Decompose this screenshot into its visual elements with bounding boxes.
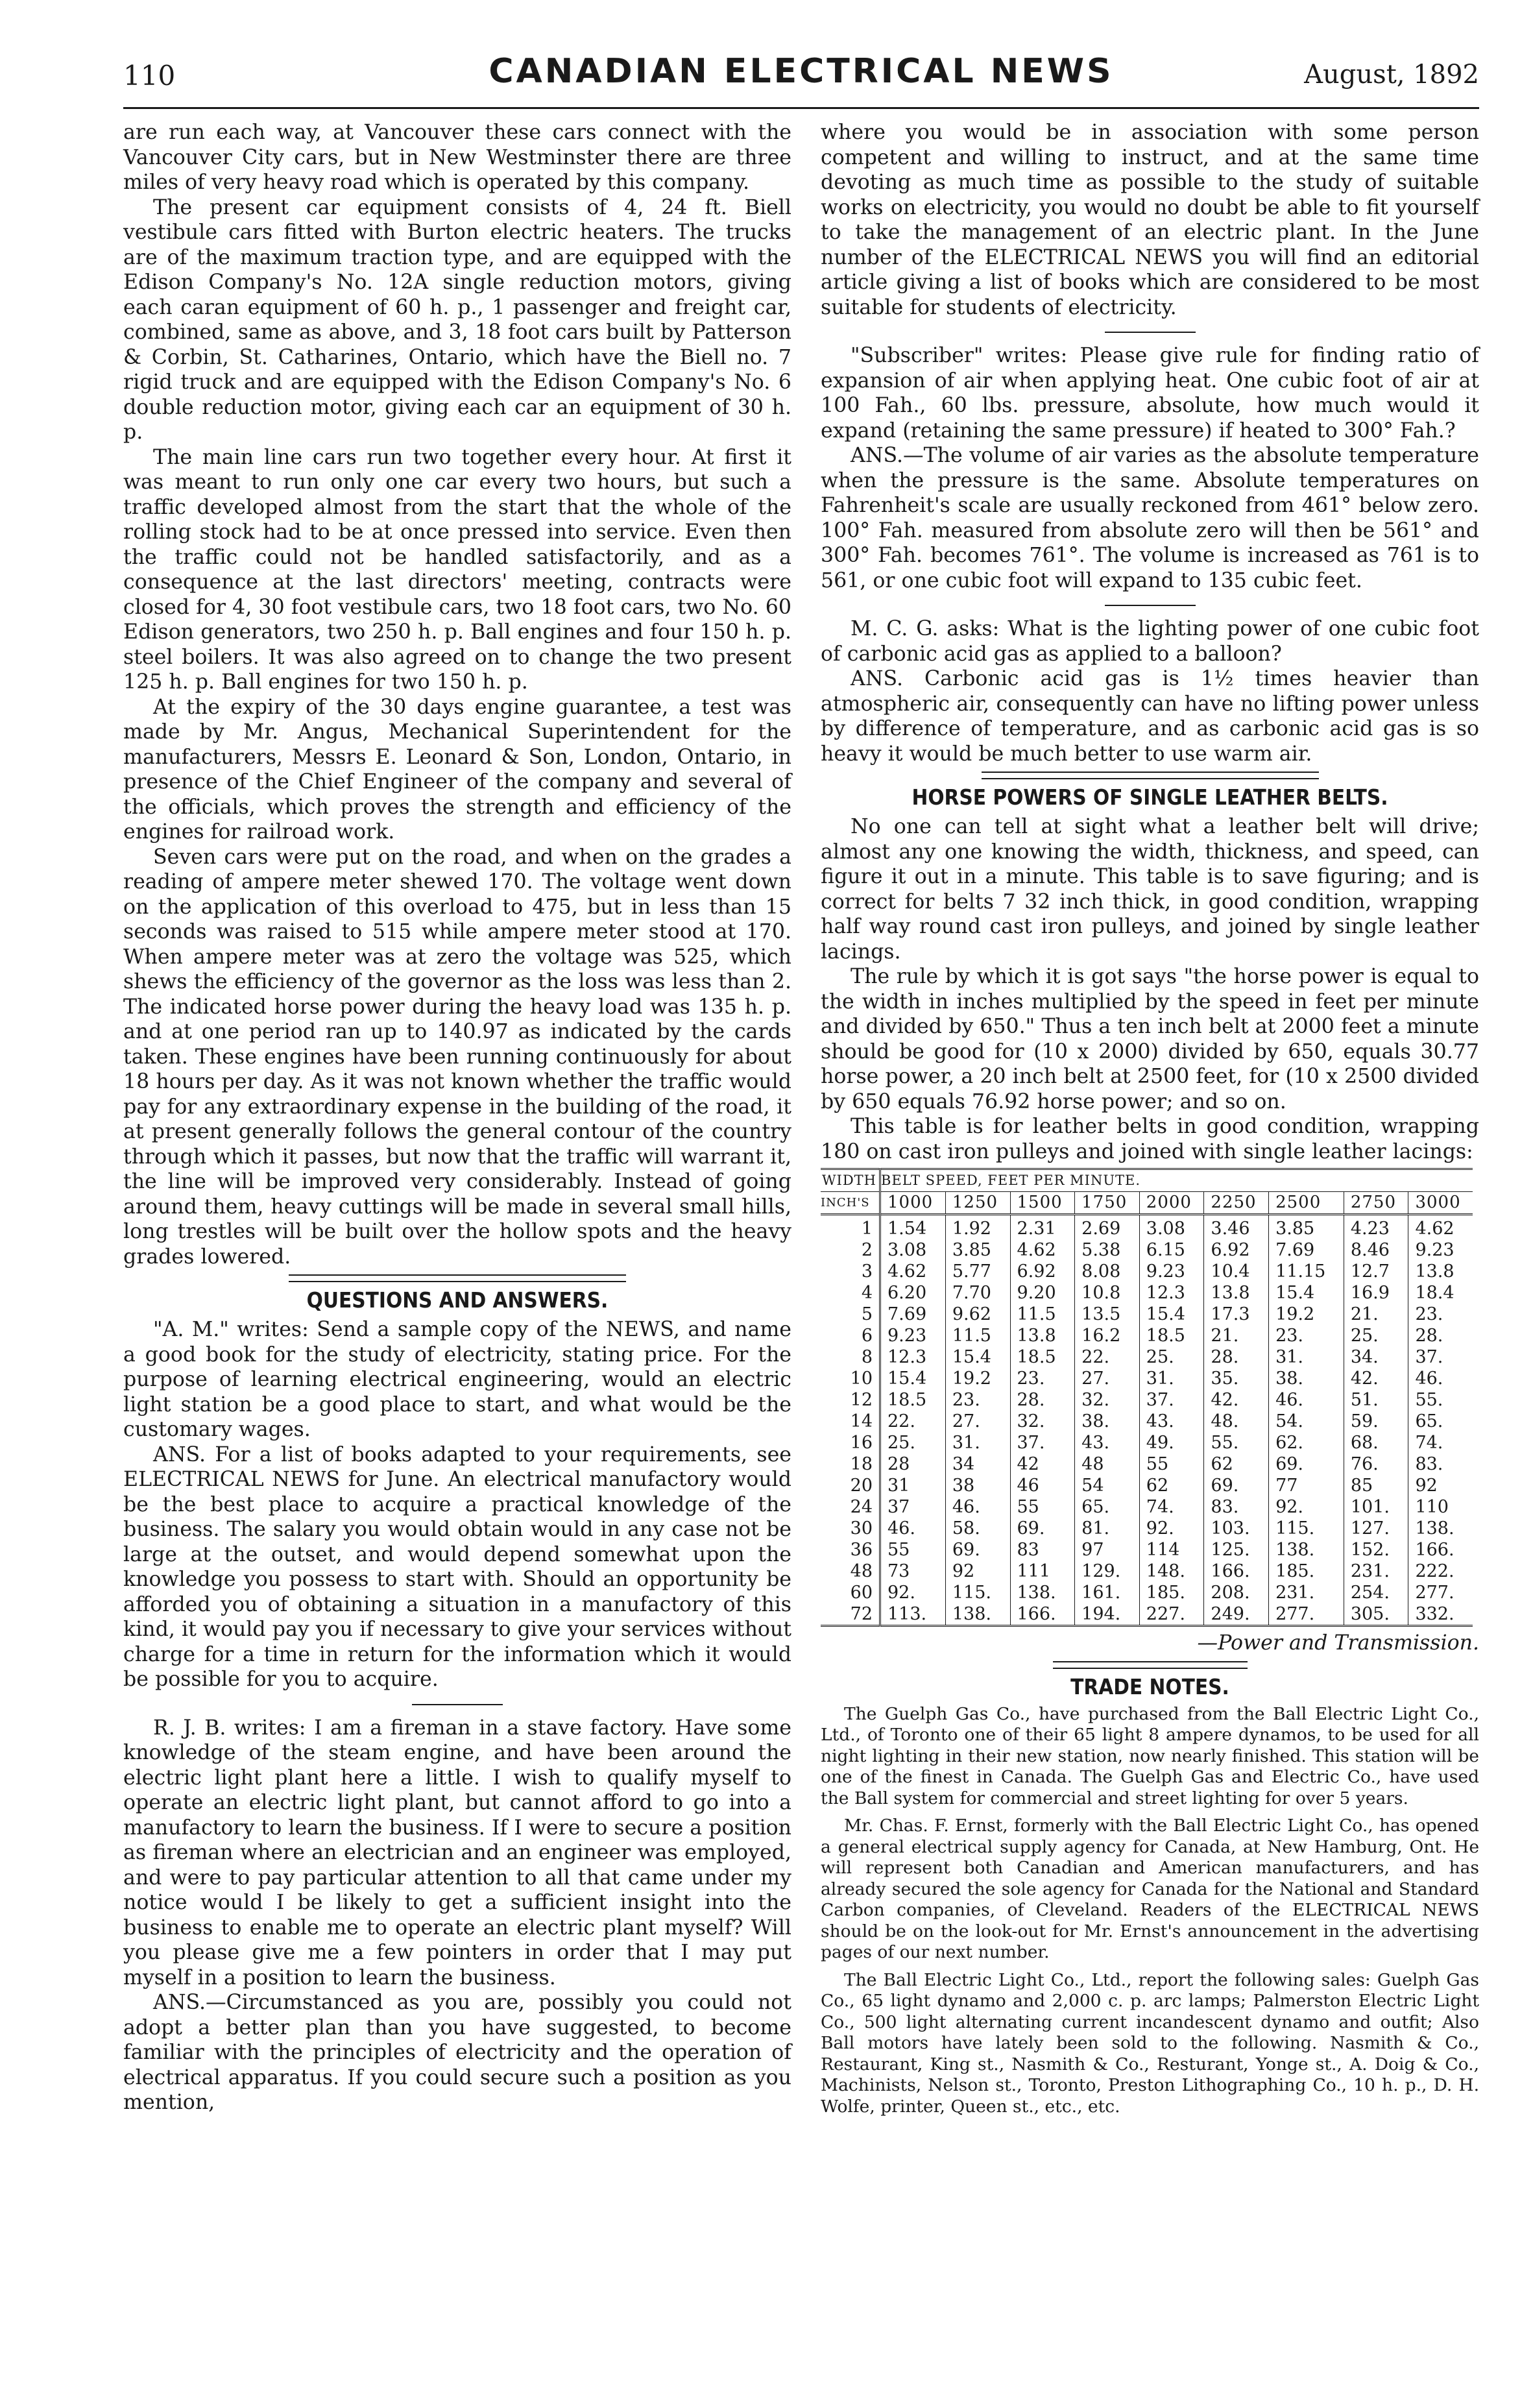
horsepower-cell: 9.23 xyxy=(880,1325,946,1346)
table-row xyxy=(821,1496,1473,1518)
paragraph: are run each way, at Vancouver these cars connect with the Vancouver City cars, but in New Westminster there are three miles of very heavy road which is operated by this company. xyxy=(123,121,791,194)
section-heading-trade: TRADE NOTES. xyxy=(1070,1673,1229,1699)
horsepower-cell: 194. xyxy=(1075,1603,1140,1626)
horsepower-cell: 7.69 xyxy=(880,1304,946,1325)
horsepower-cell: 38. xyxy=(1269,1368,1344,1389)
width-unit-header: INCH'S xyxy=(821,1192,880,1215)
table-row xyxy=(821,1389,1473,1411)
page-number: 110 xyxy=(123,60,176,91)
horsepower-cell: 222. xyxy=(1408,1561,1473,1582)
horsepower-cell: 28. xyxy=(1204,1346,1269,1368)
table-row xyxy=(821,1603,1473,1626)
table-row xyxy=(821,1475,1473,1496)
horsepower-cell: 23. xyxy=(945,1389,1010,1411)
horsepower-cell: 114 xyxy=(1139,1539,1204,1561)
width-cell: 24 xyxy=(821,1496,880,1518)
horsepower-cell: 25. xyxy=(1139,1346,1204,1368)
horsepower-cell: 152. xyxy=(1344,1539,1408,1561)
horsepower-cell: 6.20 xyxy=(880,1282,946,1304)
horsepower-cell: 4.62 xyxy=(1408,1215,1473,1240)
horsepower-cell: 166. xyxy=(1010,1603,1075,1626)
horsepower-cell: 13.5 xyxy=(1075,1304,1140,1325)
divider xyxy=(412,1704,503,1705)
horsepower-cell: 38. xyxy=(1075,1411,1140,1432)
horsepower-cell: 4.23 xyxy=(1344,1215,1408,1240)
left-column xyxy=(123,120,791,2115)
horsepower-cell: 1.92 xyxy=(945,1215,1010,1240)
width-cell: 10 xyxy=(821,1368,880,1389)
horsepower-cell: 55 xyxy=(880,1539,946,1561)
horsepower-cell: 7.69 xyxy=(1269,1239,1344,1261)
horsepower-cell: 18.5 xyxy=(1010,1346,1075,1368)
horsepower-cell: 58. xyxy=(945,1518,1010,1539)
section-rule xyxy=(1053,1661,1248,1669)
horsepower-cell: 129. xyxy=(1075,1561,1140,1582)
table-row xyxy=(821,1411,1473,1432)
paragraph: The rule by which it is got says "the horse power is equal to the width in inches multiplied by the speed in feet per minute and divided by 650." Thus a ten inch belt at 2000 feet a minute should be good for (10 x 2000) divided by 650, equals 30.77 horse power, a 20 inch belt at 2500 feet, for (10 x 2500 divided by 650 equals 76.92 horse power; and so on. xyxy=(821,965,1479,1113)
horsepower-cell: 115. xyxy=(945,1582,1010,1603)
horsepower-cell: 31. xyxy=(945,1432,1010,1453)
horsepower-cell: 37. xyxy=(1010,1432,1075,1453)
horsepower-cell: 6.15 xyxy=(1139,1239,1204,1261)
paragraph: Seven cars were put on the road, and when on the grades a reading of ampere meter shewed 170. The voltage went down on the application of this overload to 475, but in less than 15 seconds was raised to 515 while ampere meter stood at 170. When ampere meter was at zero the voltage was 525, which shews the efficiency of the governor as the loss was less than 2. The indicated horse power during the heavy load was 135 h. p. and at one period ran up to 140.97 as indicated by the cards taken. These engines have been running continuously for about 18 hours per day. As it was not known whether the traffic would pay for any extraordinary expense in the building of the road, it at present generally follows the general contour of the country through which it passes, but now that the traffic will warrant it, the line will be improved very considerably. Instead of going around them, heavy cuttings will be made in several small hills, long trestles will be built over the hollow spots and the heavy grades lowered. xyxy=(123,845,791,1269)
width-cell: 16 xyxy=(821,1432,880,1453)
horsepower-cell: 4.62 xyxy=(1010,1239,1075,1261)
horsepower-cell: 277. xyxy=(1269,1603,1344,1626)
horsepower-cell: 35. xyxy=(1204,1368,1269,1389)
horsepower-cell: 15.4 xyxy=(1139,1304,1204,1325)
horsepower-cell: 76. xyxy=(1344,1453,1408,1475)
width-cell: 6 xyxy=(821,1325,880,1346)
horsepower-cell: 185. xyxy=(1139,1582,1204,1603)
speed-column-header: 2250 xyxy=(1204,1192,1269,1215)
horsepower-cell: 277. xyxy=(1408,1582,1473,1603)
horsepower-cell: 2.31 xyxy=(1010,1215,1075,1240)
horsepower-cell: 69. xyxy=(1010,1518,1075,1539)
horsepower-cell: 23. xyxy=(1010,1368,1075,1389)
horsepower-cell: 46. xyxy=(880,1518,946,1539)
table-row xyxy=(821,1453,1473,1475)
answer: ANS.—The volume of air varies as the absolute temperature when the pressure is the same. Absolute temperatures on Fahrenheit's scale are usually reckoned from 461° below zero. 100° Fah. measured from absolute zero will then be 561° and 300° Fah. becomes 761°. The volume is increased as 761 is to 561, or one cubic foot will expand to 135 cubic feet. xyxy=(821,444,1479,592)
horsepower-cell: 9.23 xyxy=(1408,1239,1473,1261)
horsepower-cell: 113. xyxy=(880,1603,946,1626)
speed-column-header: 1750 xyxy=(1075,1192,1140,1215)
section-heading-questions: QUESTIONS AND ANSWERS. xyxy=(306,1287,609,1313)
paragraph: No one can tell at sight what a leather belt will drive; almost any one knowing the width, thickness, and speed, can figure it out in a minute. This table is to save figuring; and is correct for belts 7 32 inch thick, in good condition, wrapping half way round cast iron pulleys, and joined by single leather lacings. xyxy=(821,815,1479,964)
answer: ANS. For a list of books adapted to your requirements, see ELECTRICAL NEWS for June. An electrical manufactory would be the best place to acquire a practical knowledge of the business. The salary you would obtain would in any case not be large at the outset, and would depend somewhat upon the knowledge you possess to start with. Should an opportunity be afforded you of obtaining a situation in a manufactory of this kind, it would pay you if necessary to give your services without charge for a time in return for the information which it would be possible for you to acquire. xyxy=(123,1442,791,1691)
horsepower-cell: 3.46 xyxy=(1204,1215,1269,1240)
width-cell: 18 xyxy=(821,1453,880,1475)
horsepower-cell: 16.2 xyxy=(1075,1325,1140,1346)
divider xyxy=(1105,605,1196,606)
question: "A. M." writes: Send a sample copy of the NEWS, and name a good book for the study of electricity, stating price. For the purpose of learning electrical engineering, would an electric light station be a good place to start, and what would be the customary wages. xyxy=(123,1318,791,1441)
horsepower-cell: 19.2 xyxy=(945,1368,1010,1389)
horsepower-cell: 27. xyxy=(1075,1368,1140,1389)
horsepower-cell: 3.85 xyxy=(945,1239,1010,1261)
table-row xyxy=(821,1325,1473,1346)
horsepower-cell: 18.5 xyxy=(1139,1325,1204,1346)
horsepower-cell: 16.9 xyxy=(1344,1282,1408,1304)
horsepower-cell: 38 xyxy=(945,1475,1010,1496)
horsepower-cell: 115. xyxy=(1269,1518,1344,1539)
page-header xyxy=(123,52,1479,104)
horsepower-cell: 2.69 xyxy=(1075,1215,1140,1240)
horsepower-cell: 92 xyxy=(945,1561,1010,1582)
horsepower-cell: 46. xyxy=(1269,1389,1344,1411)
horsepower-cell: 231. xyxy=(1344,1561,1408,1582)
horsepower-cell: 5.77 xyxy=(945,1261,1010,1282)
horsepower-cell: 332. xyxy=(1408,1603,1473,1626)
header-rule xyxy=(123,107,1479,109)
horsepower-cell: 249. xyxy=(1204,1603,1269,1626)
horsepower-cell: 138. xyxy=(1269,1539,1344,1561)
horsepower-cell: 42. xyxy=(1204,1389,1269,1411)
horsepower-cell: 55 xyxy=(1139,1453,1204,1475)
speed-column-header: 1500 xyxy=(1010,1192,1075,1215)
horsepower-cell: 31. xyxy=(1269,1346,1344,1368)
horsepower-cell: 31 xyxy=(880,1475,946,1496)
horsepower-cell: 9.20 xyxy=(1010,1282,1075,1304)
horsepower-cell: 42 xyxy=(1010,1453,1075,1475)
width-cell: 30 xyxy=(821,1518,880,1539)
horsepower-cell: 32. xyxy=(1075,1389,1140,1411)
table-row xyxy=(821,1582,1473,1603)
width-cell: 60 xyxy=(821,1582,880,1603)
horsepower-cell: 25. xyxy=(1344,1325,1408,1346)
horsepower-cell: 111 xyxy=(1010,1561,1075,1582)
width-cell: 3 xyxy=(821,1261,880,1282)
horsepower-cell: 92. xyxy=(1269,1496,1344,1518)
horsepower-cell: 18.5 xyxy=(880,1389,946,1411)
horsepower-cell: 83. xyxy=(1204,1496,1269,1518)
horsepower-cell: 10.4 xyxy=(1204,1261,1269,1282)
horsepower-cell: 69. xyxy=(1269,1453,1344,1475)
horsepower-cell: 7.70 xyxy=(945,1282,1010,1304)
width-cell: 36 xyxy=(821,1539,880,1561)
horsepower-cell: 101. xyxy=(1344,1496,1408,1518)
horsepower-cell: 11.5 xyxy=(1010,1304,1075,1325)
horsepower-cell: 21. xyxy=(1204,1325,1269,1346)
horsepower-cell: 185. xyxy=(1269,1561,1344,1582)
horsepower-cell: 127. xyxy=(1344,1518,1408,1539)
horsepower-cell: 54. xyxy=(1269,1411,1344,1432)
horsepower-cell: 92 xyxy=(1408,1475,1473,1496)
speed-column-header: 3000 xyxy=(1408,1192,1473,1215)
horsepower-cell: 46 xyxy=(1010,1475,1075,1496)
horsepower-cell: 25. xyxy=(880,1432,946,1453)
answer: ANS. Carbonic acid gas is 1½ times heavier than atmospheric air, consequently can have no lifting power unless by difference of temperature, and as carbonic acid gas is so heavy it would be much better to use warm air. xyxy=(821,667,1479,766)
width-cell: 20 xyxy=(821,1475,880,1496)
table-row xyxy=(821,1239,1473,1261)
horsepower-cell: 81. xyxy=(1075,1518,1140,1539)
question: M. C. G. asks: What is the lighting power of one cubic foot of carbonic acid gas as applied to a balloon? xyxy=(821,617,1479,666)
horsepower-cell: 11.15 xyxy=(1269,1261,1344,1282)
horsepower-cell: 85 xyxy=(1344,1475,1408,1496)
table-credit: —Power and Transmission. xyxy=(1197,1631,1479,1655)
horsepower-cell: 15.4 xyxy=(945,1346,1010,1368)
section-rule xyxy=(982,772,1319,779)
horsepower-cell: 166. xyxy=(1408,1539,1473,1561)
paragraph: The main line cars run two together every hour. At first it was meant to run only one car every two hours, but such a traffic developed almost from the start that the whole of the rolling stock had to be at once pressed into service. Even then the traffic could not be handled satisfactorily, and as a consequence at the last directors' meeting, contracts were closed for 4, 30 foot vestibule cars, two 18 foot cars, two No. 60 Edison generators, two 250 h. p. Ball engines and four 150 h. p. steel boilers. It was also agreed on to change the two present 125 h. p. Ball engines for two 150 h. p. xyxy=(123,445,791,694)
belt-horsepower-table xyxy=(821,1168,1473,1627)
question: R. J. B. writes: I am a fireman in a stave factory. Have some knowledge of the steam engine, and have been around the electric light plant here a little. I wish to qualify myself to operate an electric light plant, but cannot afford to go into a manufactory to learn the business. If I were to secure a position as fireman where an electrician and an engineer was employed, and were to pay particular attention to all that came under my notice would I be likely to get a sufficient insight into the business to enable me to operate an electric plant myself? Will you please give me a few pointers in order that I may put myself in a position to learn the business. xyxy=(123,1716,791,1989)
horsepower-cell: 62. xyxy=(1269,1432,1344,1453)
horsepower-cell: 208. xyxy=(1204,1582,1269,1603)
speed-column-header: 2500 xyxy=(1269,1192,1344,1215)
question: "Subscriber" writes: Please give rule for finding ratio of expansion of air when applying heat. One cubic foot of air at 100 Fah., 60 lbs. pressure, absolute, how much would it expand (retaining the same pressure) if heated to 300° Fah.? xyxy=(821,344,1479,443)
horsepower-cell: 28 xyxy=(880,1453,946,1475)
masthead: CANADIAN ELECTRICAL NEWS xyxy=(489,52,1114,91)
horsepower-cell: 46. xyxy=(945,1496,1010,1518)
horsepower-cell: 92. xyxy=(880,1582,946,1603)
horsepower-cell: 9.62 xyxy=(945,1304,1010,1325)
width-cell: 4 xyxy=(821,1282,880,1304)
speed-column-header: 1000 xyxy=(880,1192,946,1215)
horsepower-cell: 74. xyxy=(1139,1496,1204,1518)
width-cell: 14 xyxy=(821,1411,880,1432)
horsepower-cell: 48. xyxy=(1204,1411,1269,1432)
horsepower-cell: 32. xyxy=(1010,1411,1075,1432)
horsepower-cell: 65. xyxy=(1075,1496,1140,1518)
table-row xyxy=(821,1215,1473,1240)
horsepower-cell: 5.38 xyxy=(1075,1239,1140,1261)
section-rule xyxy=(289,1274,626,1282)
horsepower-cell: 31. xyxy=(1139,1368,1204,1389)
speed-header: BELT SPEED, FEET PER MINUTE. xyxy=(880,1169,1473,1192)
horsepower-cell: 15.4 xyxy=(1269,1282,1344,1304)
section-heading-belts: HORSE POWERS OF SINGLE LEATHER BELTS. xyxy=(911,784,1388,810)
horsepower-cell: 27. xyxy=(945,1411,1010,1432)
trade-notes xyxy=(821,1704,1479,2118)
horsepower-cell: 4.62 xyxy=(880,1261,946,1282)
horsepower-cell: 254. xyxy=(1344,1582,1408,1603)
horsepower-cell: 138. xyxy=(945,1603,1010,1626)
horsepower-cell: 42. xyxy=(1344,1368,1408,1389)
horsepower-cell: 305. xyxy=(1344,1603,1408,1626)
speed-column-header: 2750 xyxy=(1344,1192,1408,1215)
horsepower-cell: 22. xyxy=(1075,1346,1140,1368)
horsepower-cell: 77 xyxy=(1269,1475,1344,1496)
horsepower-cell: 43. xyxy=(1139,1411,1204,1432)
table-row xyxy=(821,1561,1473,1582)
horsepower-cell: 231. xyxy=(1269,1582,1344,1603)
horsepower-cell: 3.08 xyxy=(1139,1215,1204,1240)
horsepower-cell: 18.4 xyxy=(1408,1282,1473,1304)
horsepower-cell: 10.8 xyxy=(1075,1282,1140,1304)
table-row xyxy=(821,1539,1473,1561)
horsepower-cell: 28. xyxy=(1010,1389,1075,1411)
horsepower-cell: 227. xyxy=(1139,1603,1204,1626)
horsepower-cell: 17.3 xyxy=(1204,1304,1269,1325)
answer: ANS.—Circumstanced as you are, possibly you could not adopt a better plan than you have suggested, to become familiar with the principles of electricity and the operation of electrical apparatus. If you could secure such a position as you mention, xyxy=(123,1991,791,2114)
horsepower-cell: 12.3 xyxy=(880,1346,946,1368)
horsepower-cell: 148. xyxy=(1139,1561,1204,1582)
horsepower-cell: 54 xyxy=(1075,1475,1140,1496)
horsepower-cell: 8.46 xyxy=(1344,1239,1408,1261)
horsepower-cell: 161. xyxy=(1075,1582,1140,1603)
horsepower-cell: 12.3 xyxy=(1139,1282,1204,1304)
horsepower-cell: 68. xyxy=(1344,1432,1408,1453)
horsepower-cell: 43. xyxy=(1075,1432,1140,1453)
speed-column-header: 2000 xyxy=(1139,1192,1204,1215)
horsepower-cell: 110 xyxy=(1408,1496,1473,1518)
horsepower-cell: 69. xyxy=(1204,1475,1269,1496)
paragraph: At the expiry of the 30 days engine guarantee, a test was made by Mr. Angus, Mechanical Superintendent for the manufacturers, Messrs E. Leonard & Son, London, Ontario, in presence of the Chief Engineer of the company and several of the officials, which proves the strength and efficiency of the engines for railroad work. xyxy=(123,695,791,844)
horsepower-cell: 6.92 xyxy=(1204,1239,1269,1261)
horsepower-cell: 51. xyxy=(1344,1389,1408,1411)
horsepower-cell: 28. xyxy=(1408,1325,1473,1346)
width-cell: 48 xyxy=(821,1561,880,1582)
horsepower-cell: 3.85 xyxy=(1269,1215,1344,1240)
table-row xyxy=(821,1432,1473,1453)
horsepower-cell: 125. xyxy=(1204,1539,1269,1561)
horsepower-cell: 37. xyxy=(1139,1389,1204,1411)
horsepower-cell: 21. xyxy=(1344,1304,1408,1325)
horsepower-cell: 11.5 xyxy=(945,1325,1010,1346)
horsepower-cell: 13.8 xyxy=(1408,1261,1473,1282)
horsepower-cell: 19.2 xyxy=(1269,1304,1344,1325)
width-cell: 8 xyxy=(821,1346,880,1368)
table-row xyxy=(821,1346,1473,1368)
horsepower-cell: 55. xyxy=(1204,1432,1269,1453)
table-row xyxy=(821,1282,1473,1304)
horsepower-cell: 92. xyxy=(1139,1518,1204,1539)
width-cell: 2 xyxy=(821,1239,880,1261)
speed-column-header: 1250 xyxy=(945,1192,1010,1215)
horsepower-cell: 49. xyxy=(1139,1432,1204,1453)
horsepower-cell: 6.92 xyxy=(1010,1261,1075,1282)
table-row xyxy=(821,1368,1473,1389)
horsepower-cell: 34 xyxy=(945,1453,1010,1475)
horsepower-cell: 65. xyxy=(1408,1411,1473,1432)
table-row xyxy=(821,1304,1473,1325)
table-row xyxy=(821,1261,1473,1282)
horsepower-cell: 22. xyxy=(880,1411,946,1432)
horsepower-cell: 55. xyxy=(1408,1389,1473,1411)
horsepower-cell: 59. xyxy=(1344,1411,1408,1432)
horsepower-cell: 8.08 xyxy=(1075,1261,1140,1282)
horsepower-cell: 12.7 xyxy=(1344,1261,1408,1282)
width-cell: 72 xyxy=(821,1603,880,1626)
horsepower-cell: 37 xyxy=(880,1496,946,1518)
horsepower-cell: 13.8 xyxy=(1010,1325,1075,1346)
horsepower-cell: 23. xyxy=(1269,1325,1344,1346)
table-row xyxy=(821,1518,1473,1539)
issue-date: August, 1892 xyxy=(1304,60,1479,90)
trade-note: The Ball Electric Light Co., Ltd., report the following sales: Guelph Gas Co., 65 light dynamo and 2,000 c. p. arc lamps; Palmerston Electric Light Co., 500 light alternating current incandescent dynamo and outfit; Also Ball motors have lately been sold to the following. Nasmith & Co., Restaurant, King st., Nasmith & Co., Resturant, Yonge st., A. Doig & Co., Machinists, Nelson st., Toronto, Preston Lithographing Co., 10 h. p., D. H. Wolfe, printer, Queen st., etc., etc. xyxy=(821,1969,1479,2117)
horsepower-cell: 15.4 xyxy=(880,1368,946,1389)
horsepower-cell: 46. xyxy=(1408,1368,1473,1389)
divider xyxy=(1105,332,1196,333)
horsepower-cell: 13.8 xyxy=(1204,1282,1269,1304)
horsepower-cell: 69. xyxy=(945,1539,1010,1561)
horsepower-cell: 97 xyxy=(1075,1539,1140,1561)
horsepower-cell: 73 xyxy=(880,1561,946,1582)
horsepower-cell: 166. xyxy=(1204,1561,1269,1582)
horsepower-cell: 83 xyxy=(1010,1539,1075,1561)
horsepower-cell: 138. xyxy=(1408,1518,1473,1539)
paragraph: This table is for leather belts in good condition, wrapping 180 on cast iron pulleys and joined with single leather lacings: xyxy=(821,1115,1479,1163)
width-cell: 5 xyxy=(821,1304,880,1325)
horsepower-cell: 55 xyxy=(1010,1496,1075,1518)
paragraph: The present car equipment consists of 4, 24 ft. Biell vestibule cars fitted with Burton electric heaters. The trucks are of the maximum traction type, and are equipped with the Edison Company's No. 12A single reduction motors, giving each caran equipment of 60 h. p., 1 passenger and freight car, combined, same as above, and 3, 18 foot cars built by Patterson & Corbin, St. Catharines, Ontario, which have the Biell no. 7 rigid truck and are equipped with the Edison Company's No. 6 double reduction motor, giving each car an equipment of 30 h. p. xyxy=(123,195,791,444)
right-column xyxy=(821,120,1479,2124)
horsepower-cell: 23. xyxy=(1408,1304,1473,1325)
horsepower-cell: 48 xyxy=(1075,1453,1140,1475)
horsepower-cell: 138. xyxy=(1010,1582,1075,1603)
width-cell: 1 xyxy=(821,1215,880,1240)
width-cell: 12 xyxy=(821,1389,880,1411)
horsepower-cell: 103. xyxy=(1204,1518,1269,1539)
horsepower-cell: 34. xyxy=(1344,1346,1408,1368)
horsepower-cell: 83. xyxy=(1408,1453,1473,1475)
paragraph: where you would be in association with some person competent and willing to instruct, and at the same time devoting as much time as possible to the study of suitable works on electricity, you would no doubt be able to fit yourself to take the management of an electric plant. In the June number of the ELECTRICAL NEWS you will find an editorial article giving a list of books which are considered to be most suitable for students of electricity. xyxy=(821,121,1479,319)
horsepower-cell: 62 xyxy=(1204,1453,1269,1475)
horsepower-cell: 74. xyxy=(1408,1432,1473,1453)
trade-note: The Guelph Gas Co., have purchased from the Ball Electric Light Co., Ltd., of Toronto one of their 65 light 8 ampere dynamos, to be used for all night lighting in their new station, now nearly finished. This station will be one of the finest in Canada. The Guelph Gas and Electric Co., have used the Ball system for commercial and street lighting for over 5 years. xyxy=(821,1703,1479,1808)
horsepower-cell: 62 xyxy=(1139,1475,1204,1496)
horsepower-cell: 37. xyxy=(1408,1346,1473,1368)
trade-note: Mr. Chas. F. Ernst, formerly with the Ball Electric Light Co., has opened a general electrical supply agency for Canada, at New Hamburg, Ont. He will represent both Canadian and American manufacturers, and has already secured the sole agency for Canada for the National and Standard Carbon companies, of Cleveland. Readers of the ELECTRICAL NEWS should be on the look-out for Mr. Ernst's announcement in the advertising pages of our next number. xyxy=(821,1816,1479,1962)
horsepower-cell: 1.54 xyxy=(880,1215,946,1240)
width-header: WIDTH xyxy=(821,1169,880,1192)
horsepower-cell: 3.08 xyxy=(880,1239,946,1261)
horsepower-cell: 9.23 xyxy=(1139,1261,1204,1282)
